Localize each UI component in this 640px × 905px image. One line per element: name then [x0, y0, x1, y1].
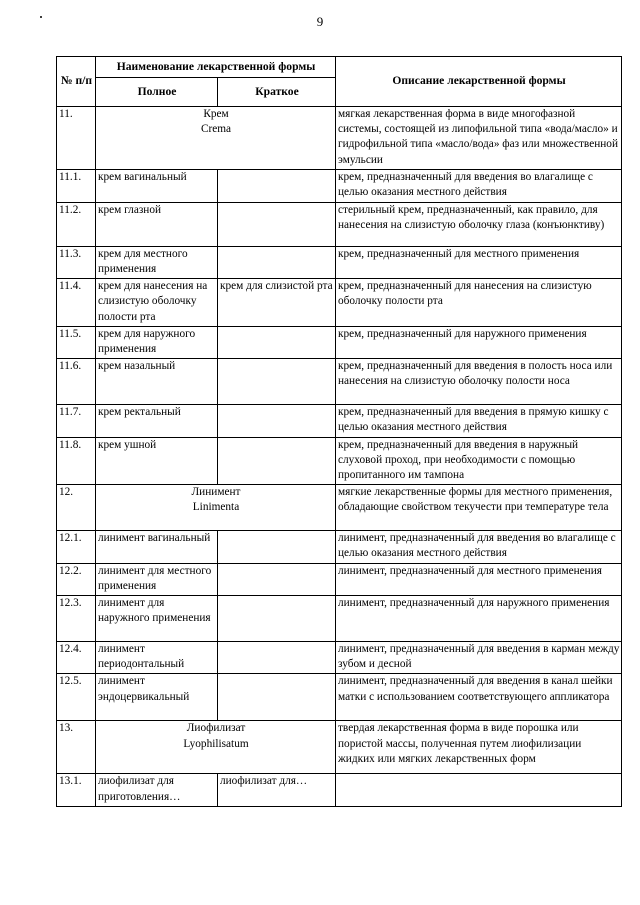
- row-number: 12.4.: [57, 642, 96, 674]
- short-name: [218, 563, 336, 595]
- short-name: [218, 169, 336, 202]
- row-number: 11.4.: [57, 279, 96, 327]
- group-name-cell: [96, 107, 336, 170]
- table-row: [57, 674, 622, 721]
- description: мягкие лекарственные формы для местного применения, обладающие свойством текучести при температуре тела: [336, 485, 622, 531]
- description: крем, предназначенный для местного применения: [336, 246, 622, 278]
- dosage-form-table: [56, 56, 622, 807]
- short-name: [218, 326, 336, 358]
- group-name: Лиофилизат: [186, 722, 246, 735]
- row-number: 11.1.: [57, 169, 96, 202]
- description: крем, предназначенный для наружного применения: [336, 326, 622, 358]
- description: мягкая лекарственная форма в виде многофазной системы, состоящей из липофильной типа «вода/масло» и гидрофильной типа «масло/вода» фаз или множественной эмульсии: [336, 107, 622, 170]
- description: крем, предназначенный для введения в прямую кишку с целью оказания местного действия: [336, 405, 622, 437]
- description: твердая лекарственная форма в виде порошка или пористой массы, полученная путем лиофилизации жидких или мягких лекарственных форм: [336, 721, 622, 774]
- full-name: крем для наружного применения: [96, 326, 218, 358]
- group-latin-name: Lyophilisatum: [183, 737, 249, 750]
- table-row: [57, 721, 622, 774]
- short-name: крем для слизистой рта: [218, 279, 336, 327]
- description: стерильный крем, предназначенный, как правило, для нанесения на слизистую оболочку глаза (конъюнктиву): [336, 202, 622, 246]
- header-num: № п/п: [57, 57, 96, 107]
- full-name: крем вагинальный: [96, 169, 218, 202]
- full-name: линимент вагинальный: [96, 531, 218, 563]
- table-row: [57, 563, 622, 595]
- table-row: [57, 531, 622, 563]
- table-row: [57, 437, 622, 485]
- table-row: [57, 405, 622, 437]
- full-name: линимент для местного применения: [96, 563, 218, 595]
- row-number: 11.7.: [57, 405, 96, 437]
- description: линимент, предназначенный для наружного применения: [336, 596, 622, 642]
- header-description: Описание лекарственной формы: [336, 57, 622, 107]
- full-name: крем глазной: [96, 202, 218, 246]
- table-row: [57, 279, 622, 327]
- table-row: [57, 485, 622, 531]
- short-name: лиофилизат для…: [218, 774, 336, 806]
- short-name: [218, 642, 336, 674]
- full-name: крем для нанесения на слизистую оболочку полости рта: [96, 279, 218, 327]
- short-name: [218, 596, 336, 642]
- full-name: линимент периодонтальный: [96, 642, 218, 674]
- description: линимент, предназначенный для введения в канал шейки матки с использованием соответствующего аппликатора: [336, 674, 622, 721]
- short-name: [218, 202, 336, 246]
- full-name: крем ушной: [96, 437, 218, 485]
- row-number: 12.1.: [57, 531, 96, 563]
- short-name: [218, 437, 336, 485]
- short-name: [218, 674, 336, 721]
- group-name: Крем: [203, 108, 229, 120]
- row-number: 12.2.: [57, 563, 96, 595]
- row-number: 11.3.: [57, 246, 96, 278]
- short-name: [218, 531, 336, 563]
- table-row: [57, 642, 622, 674]
- table-row: [57, 107, 622, 170]
- table-row: [57, 359, 622, 405]
- table-row: [57, 326, 622, 358]
- group-name-cell: [96, 721, 336, 774]
- row-number: 12.5.: [57, 674, 96, 721]
- full-name: крем назальный: [96, 359, 218, 405]
- full-name: линимент для наружного применения: [96, 596, 218, 642]
- row-number: 12.: [57, 485, 96, 531]
- row-number: 13.1.: [57, 774, 96, 806]
- table-row: [57, 774, 622, 806]
- table-body: [57, 107, 622, 807]
- full-name: лиофилизат для приготовления…: [96, 774, 218, 806]
- page-number: 9: [316, 14, 324, 29]
- table-row: [57, 202, 622, 246]
- short-name: [218, 246, 336, 278]
- table-row: [57, 596, 622, 642]
- group-latin-name: Cremа: [200, 123, 232, 136]
- row-number: 11.5.: [57, 326, 96, 358]
- full-name: крем для местного применения: [96, 246, 218, 278]
- group-name: Линимент: [191, 486, 241, 499]
- table-row: [57, 169, 622, 202]
- description: линимент, предназначенный для местного применения: [336, 563, 622, 595]
- short-name: [218, 405, 336, 437]
- full-name: крем ректальный: [96, 405, 218, 437]
- group-name-cell: [96, 485, 336, 531]
- description: линимент, предназначенный для введения во влагалище с целью оказания местного действия: [336, 531, 622, 563]
- description: крем, предназначенный для введения в полость носа или нанесения на слизистую оболочку полости носа: [336, 359, 622, 405]
- header-full-name: Полное: [96, 78, 218, 107]
- table-row: [57, 246, 622, 278]
- row-number: 13.: [57, 721, 96, 774]
- row-number: 12.3.: [57, 596, 96, 642]
- description: крем, предназначенный для нанесения на слизистую оболочку полости рта: [336, 279, 622, 327]
- short-name: [218, 359, 336, 405]
- description: [336, 774, 622, 806]
- description: крем, предназначенный для введения во влагалище с целью оказания местного действия: [336, 169, 622, 202]
- header-name-group: Наименование лекарственной формы: [96, 57, 336, 78]
- full-name: линимент эндоцервикальный: [96, 674, 218, 721]
- description: крем, предназначенный для введения в наружный слуховой проход, при необходимости с помощью пропитанного им тампона: [336, 437, 622, 485]
- group-latin-name: Linimenta: [192, 501, 240, 514]
- row-number: 11.: [57, 107, 96, 170]
- description: линимент, предназначенный для введения в карман между зубом и десной: [336, 642, 622, 674]
- row-number: 11.8.: [57, 437, 96, 485]
- row-number: 11.2.: [57, 202, 96, 246]
- header-short-name: Краткое: [218, 78, 336, 107]
- row-number: 11.6.: [57, 359, 96, 405]
